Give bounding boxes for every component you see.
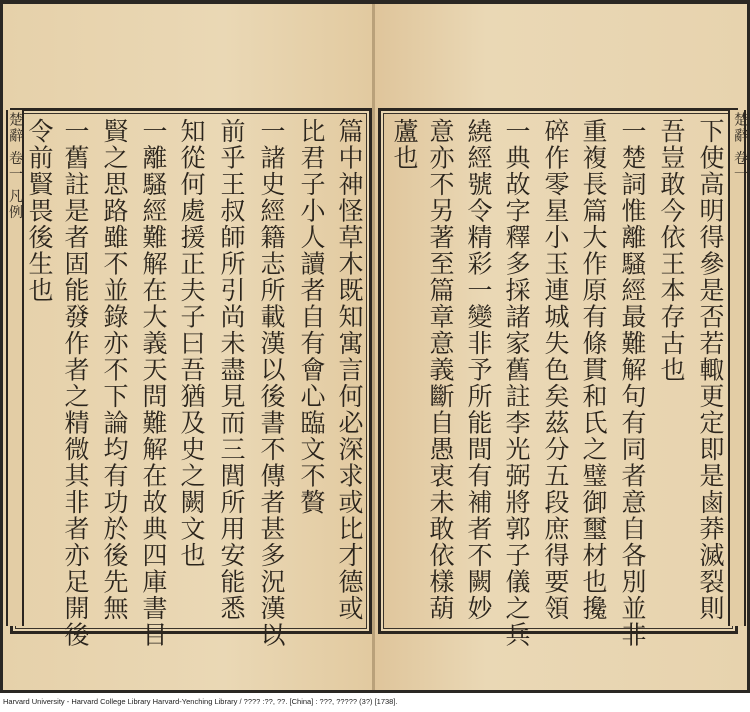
right-column-7: 繞經號令精彩一變非予所能間有補者不闕妙	[464, 118, 493, 622]
right-column-8: 意亦不另著至篇章意義斷自愚衷未敢依樣葫	[426, 118, 455, 622]
left-column-3: 一諸史經籍志所載漢以後書不傳者甚多況漢以	[257, 118, 286, 648]
attribution-caption: Harvard University - Harvard College Library Harvard-Yenching Library / ???? :??, ??. [China] : ???, ????? (3?) [1738].	[3, 697, 398, 706]
right-column-5: 碎作零星小玉連城失色矣茲分五段庶得要領	[541, 118, 570, 622]
left-column-5: 知從何處援正夫子曰吾猶及史之闕文也	[177, 118, 206, 569]
left-column-2: 比君子小人讀者自有會心臨文不贅	[297, 118, 326, 516]
right-column-4: 重複長篇大作原有條貫和氏之璧御璽材也攙	[579, 118, 608, 622]
right-column-2: 吾豈敢今依王本存古也	[657, 118, 686, 383]
right-column-3: 一楚詞惟離騷經最難解句有同者意自各別並非	[618, 118, 647, 648]
right-column-1: 下使高明得參是否若輙更定即是鹵莽滅裂則	[696, 118, 725, 622]
left-column-1: 篇中神怪草木既知寓言何必深求或比才德或	[335, 118, 364, 622]
left-column-8: 一舊註是者固能發作者之精微其非者亦足開後	[61, 118, 90, 648]
left-column-6: 一離騷經難解在大義天問難解在故典四庫書目	[139, 118, 168, 648]
left-margin-label: 楚辭 卷一 凡例	[7, 112, 23, 221]
right-margin-label: 楚辭 卷一	[732, 112, 748, 183]
right-column-6: 一典故字釋多採諸家舊註李光弼將郭子儀之兵	[502, 118, 531, 648]
left-column-7: 賢之思路雖不並錄亦不下論均有功於後先無	[100, 118, 129, 622]
left-column-9: 令前賢畏後生也	[25, 118, 54, 304]
left-column-4: 前乎王叔師所引尚未盡見而三閭所用安能悉	[217, 118, 246, 622]
right-margin-strip	[728, 110, 746, 626]
right-column-9: 蘆也	[390, 118, 419, 171]
